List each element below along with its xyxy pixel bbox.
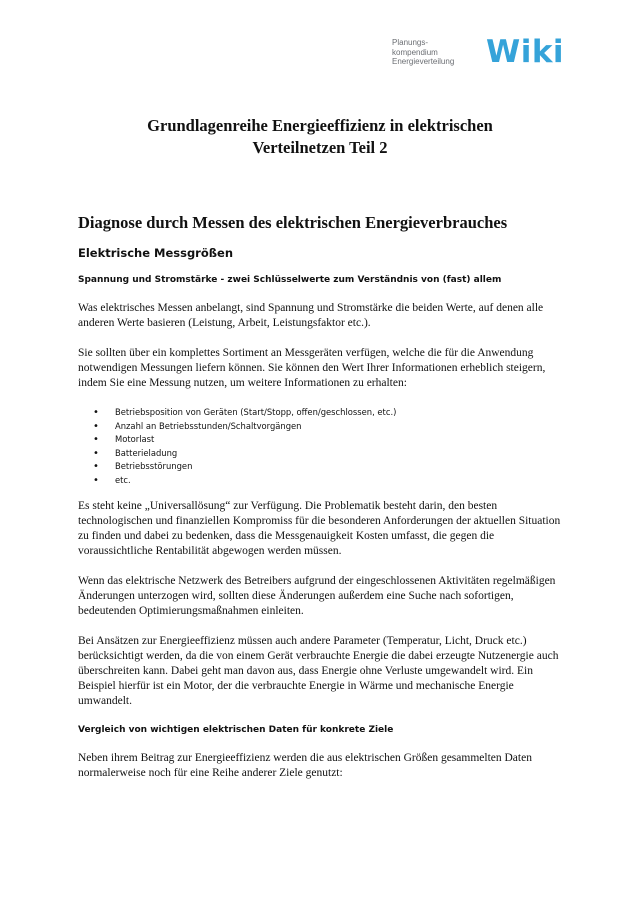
- logo-line: kompendium: [392, 47, 438, 57]
- subsubsection-heading: Spannung und Stromstärke - zwei Schlüsselwerte zum Verständnis von (fast) allem: [78, 275, 502, 285]
- logo-subtitle: [392, 38, 454, 67]
- document-body: [78, 212, 562, 796]
- paragraph: Was elektrisches Messen anbelangt, sind Spannung und Stromstärke die beiden Werte, auf denen alle anderen Werte basieren (Leistung, Arbeit, Leistungsfaktor etc.).: [78, 302, 544, 329]
- logo-line: Planungs-: [392, 38, 429, 47]
- title-line: Grundlagenreihe Energieeffizienz in elektrischen: [147, 116, 493, 135]
- paragraph: Sie sollten über ein komplettes Sortiment an Messgeräten verfügen, welche die für die Anwendung notwendigen Messungen liefern können. Sie können den Wert Ihrer Informationen erheblich steigern, indem Sie eine Messung nutzen, um weitere Informationen zu erhalten:: [78, 347, 546, 389]
- paragraph: Wenn das elektrische Netzwerk des Betreibers aufgrund der eingeschlossenen Aktivitäten regelmäßigen Änderungen unterzogen wird, sollten diese Änderungen außerdem eine Suche nach sofortigen, bedeutenden Optimierungsmaßnahmen einleiten.: [78, 575, 556, 617]
- title-line: Verteilnetzen Teil 2: [252, 138, 388, 157]
- list-item: • Motorlast: [78, 433, 562, 447]
- section-heading: Diagnose durch Messen des elektrischen Energieverbrauches: [78, 213, 508, 232]
- paragraph: Es steht keine „Universallösung“ zur Verfügung. Die Problematik besteht darin, den besten technologischen und finanziellen Kompromiss für die besonderen Anforderungen der aktuellen Situation zu finden und dabei zu bedenken, dass die Messgenauigkeit Kosten umfasst, die gegen die voraussichtliche Rentabilität abgewogen werden müssen.: [78, 500, 561, 557]
- paragraph: Neben ihrem Beitrag zur Energieeffizienz werden die aus elektrischen Größen gesammelten Daten normalerweise noch für eine Reihe anderer Ziele genutzt:: [78, 752, 532, 779]
- logo-line: Energieverteilung: [392, 57, 455, 66]
- list-item: • Batterieladung: [78, 447, 562, 461]
- list-item: • etc.: [78, 474, 562, 488]
- document-title: [70, 115, 570, 159]
- list-item: • Anzahl an Betriebsstunden/Schaltvorgängen: [78, 420, 562, 434]
- paragraph: Bei Ansätzen zur Energieeffizienz müssen auch andere Parameter (Temperatur, Licht, Druck etc.) berücksichtigt werden, da die von einem Gerät verbrauchte Energie die dabei erzeugte Nutzenergie auch überschreiten kann. Dabei geht man davon aus, dass Energie ohne Verluste umgewandelt wird. Ein Beispiel hierfür ist ein Motor, der die verbrauchte Energie in Wärme und mechanische Energie umwandelt.: [78, 635, 559, 707]
- subsection-heading: Elektrische Messgrößen: [78, 246, 234, 260]
- bullet-list: [78, 406, 562, 487]
- subsubsection-heading: Vergleich von wichtigen elektrischen Daten für konkrete Ziele: [78, 725, 394, 735]
- list-item: • Betriebsposition von Geräten (Start/Stopp, offen/geschlossen, etc.): [78, 406, 562, 420]
- logo-wordmark: Wiki: [486, 34, 565, 70]
- list-item: • Betriebsstörungen: [78, 460, 562, 474]
- planungskompendium-wiki-logo[interactable]: [392, 34, 565, 74]
